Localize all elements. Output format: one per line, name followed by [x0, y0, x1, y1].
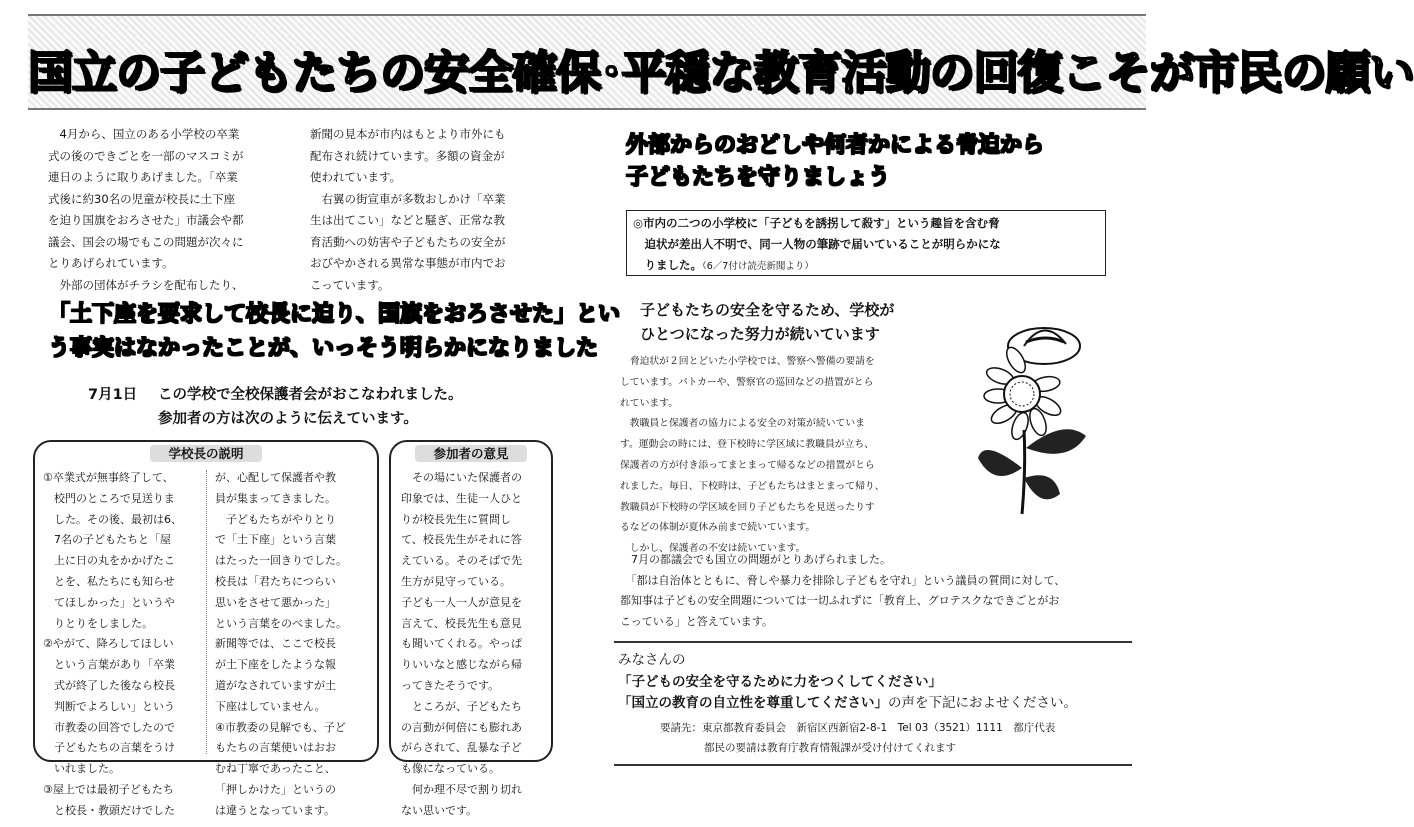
principal-explanation-box — [33, 440, 379, 817]
text-line: ①卒業式が無事終了して、 — [43, 471, 174, 484]
appeal-line: 「国立の教育の自立性を尊重してください」 — [618, 695, 888, 711]
text-line: 員が集まってきました。 — [215, 491, 336, 505]
text-line: という言葉があり「卒業 — [43, 658, 175, 672]
text-line: 外部の団体がチラシを配布したり、 — [59, 277, 244, 292]
text-line: が、心配して保護者や教 — [215, 471, 336, 484]
divider — [614, 764, 1132, 766]
text-line: 子どもたちがやりとり — [215, 512, 336, 526]
text-line: はたった一回きりでした。 — [215, 554, 347, 568]
text-line: 生は出てこい」などと騒ぎ、正常な教 — [310, 213, 506, 227]
text-line: れています。 — [620, 397, 678, 409]
text-line: 新聞等では、ここで校長 — [215, 637, 336, 651]
principal-column-1 — [43, 468, 203, 822]
text-line: ◎市内の二つの小学校に「子どもを誘拐して殺す」という趣旨を含む脅 — [633, 216, 1000, 230]
threat-notice-box — [626, 210, 1106, 276]
text-line: もたちの言葉使いはおお — [215, 741, 336, 755]
text-line: 何か理不尽で割り切れ — [412, 782, 522, 796]
text-line: 校門のところで見送りま — [43, 491, 175, 505]
meeting-notice — [88, 383, 463, 431]
text-line: 配布され続けています。多額の資金が — [310, 148, 505, 163]
text-line: 7月の都議会でも国立の問題がとりあげられました。 — [620, 553, 891, 566]
appeal-intro: みなさんの — [618, 652, 686, 668]
headline-line: 子どもたちを守りましょう — [626, 165, 891, 190]
intro-column-2 — [310, 124, 556, 296]
text-line: おびやかされる異常な事態が市内でお — [310, 256, 506, 270]
text-line: で「土下座」という言葉 — [215, 533, 336, 547]
text-line: 校長は「君たちにつらい — [215, 574, 336, 588]
text-line: 議会、国会の場でもこの問題が次々に — [48, 234, 244, 249]
text-line: えている。そのそばで先 — [401, 554, 522, 568]
headline-line: 「土下座を要求して校長に迫り、国旗をおろさせた」とい — [48, 302, 621, 327]
contact-info — [660, 718, 1055, 758]
text-line: むね丁寧であったこと、 — [215, 762, 336, 776]
text-line: 子どもたちの言葉をうけ — [43, 741, 175, 755]
text-line: 式の後のできごとを一部のマスコミが — [48, 148, 244, 163]
protect-children-headline — [626, 130, 1044, 194]
text-line: 新聞の見本が市内はもとより市外にも — [310, 127, 506, 141]
text-line: 「押しかけた」というの — [215, 782, 336, 796]
text-line: ない思いです。 — [401, 803, 478, 817]
text-line: 迫状が差出人不明で、同一人物の筆跡で届いていることが明らかにな — [633, 237, 1001, 251]
text-line: 下座はしていません。 — [215, 699, 326, 713]
text-line: て、校長先生がそれに答 — [401, 533, 522, 547]
subhead-line: ひとつになった努力が続いています — [640, 325, 880, 343]
text-line: の言動が何倍にも膨れあ — [401, 720, 522, 734]
text-line: りました。 — [633, 258, 702, 272]
text-line: を迫り国旗をおろさせた」市議会や都 — [48, 213, 244, 227]
text-line: が土下座をしたような報 — [215, 658, 336, 672]
text-line: 育活動への妨害や子どもたちの安全が — [310, 234, 506, 249]
notice-line: この学校で全校保護者会がおこなわれました。 — [158, 387, 463, 403]
safety-subheading — [640, 298, 894, 346]
meeting-date: 7月1日 — [88, 387, 138, 403]
text-line: ③屋上では最初子どもたち — [43, 782, 174, 796]
appeal-section — [618, 650, 1077, 715]
news-source: （6／7付け読売新聞より） — [702, 261, 814, 272]
text-line: こっています。 — [310, 277, 390, 292]
text-line: 教職員が下校時の学区域を回り子どもたちを見送ったりす — [620, 501, 875, 513]
fact-headline — [48, 298, 620, 366]
divider — [614, 641, 1132, 643]
text-line: という言葉をのべました。 — [215, 616, 347, 630]
text-line: した。その後、最初は6、 — [43, 512, 182, 526]
text-line: 7名の子どもたちと「屋 — [43, 533, 171, 547]
text-line: と校長・教頭だけでした — [43, 803, 175, 817]
headline-line: う事実はなかったことが、いっそう明らかになりました — [48, 336, 599, 361]
subhead-line: 子どもたちの安全を守るため、学校が — [640, 301, 895, 319]
appeal-line-rest: の声を下記におよせください。 — [888, 695, 1077, 711]
text-line: 式後に約30名の児童が校長に土下座 — [48, 191, 236, 206]
text-line: 右翼の街宣車が多数おしかけ「卒業 — [321, 191, 506, 206]
text-line: しています。パトカーや、警察官の巡回などの措置がとら — [620, 376, 874, 388]
text-line: も像になっている。 — [401, 762, 500, 776]
text-line: 保護者の方が付き添ってまとまって帰るなどの措置がとら — [620, 459, 875, 471]
text-line: 4月から、国立のある小学校の卒業 — [59, 127, 240, 141]
text-line: りいいなと感じながら帰 — [401, 658, 522, 672]
intro-column-1 — [48, 124, 288, 296]
column-divider — [206, 470, 207, 754]
text-line: 思いをさせて悪かった」 — [215, 595, 336, 609]
text-line: とりあげられています。 — [48, 256, 174, 270]
text-line: いれました。 — [43, 762, 120, 776]
assembly-discussion-text — [620, 550, 1120, 632]
page-title: 国立の子どもたちの安全確保･平穏な教育活動の回復こそが市民の願い — [28, 46, 1414, 99]
text-line: 使われています。 — [310, 170, 402, 184]
text-line: てほしかった」というや — [43, 595, 175, 609]
text-line: す。運動会の時には、登下校時に学区域に教職員が立ち、 — [620, 439, 874, 451]
flower-with-hat-illustration — [974, 318, 1104, 518]
text-line: は違うとなっています。 — [215, 803, 336, 817]
notice-line: 参加者の方は次のように伝えています。 — [158, 411, 418, 427]
text-line: とを、私たちにも知らせ — [43, 574, 175, 588]
title-banner — [28, 14, 1414, 110]
text-line: も聞いてくれる。やっぱ — [401, 637, 522, 651]
text-line: こっている」と答えています。 — [620, 614, 773, 628]
text-line: 判断でよろしい」という — [43, 699, 175, 713]
text-line: 子ども一人一人が意見を — [401, 595, 522, 609]
text-line: りとりをしました。 — [43, 616, 153, 630]
text-line: 都知事は子どもの安全問題については一切ふれずに「教育上、グロテスクなできごとがお — [620, 594, 1060, 607]
participant-opinion-box — [389, 440, 553, 817]
safety-measures-text — [620, 352, 950, 560]
headline-line: 外部からのおどしや何者かによる脅迫から — [626, 133, 1045, 158]
text-line: その場にいた保護者の — [412, 471, 522, 484]
box-title: 参加者の意見 — [415, 445, 526, 462]
text-line: ところが、子どもたち — [412, 699, 522, 713]
text-line: 脅迫状が２回とどいた小学校では、警察へ警備の要請を — [620, 356, 875, 367]
text-line: 式が終了した後なら校長 — [43, 678, 175, 692]
contact-line: 都民の要請は教育庁教育情報課が受け付けてくれます — [704, 742, 956, 754]
text-line: 道がなされていますが土 — [215, 678, 336, 692]
text-line: 連日のように取りあげました。「卒業 — [48, 170, 238, 184]
appeal-line: 「子どもの安全を守るために力をつくしてください」 — [618, 673, 942, 690]
text-line: 生方が見守っている。 — [401, 574, 511, 588]
text-line: るなどの体制が夏休み前まで続いています。 — [620, 522, 816, 534]
contact-line: 要請先：東京都教育委員会 新宿区西新宿2-8-1 Tel 03（3521）1111 都庁代表 — [660, 722, 1056, 734]
text-line: ④市教委の見解でも、子ど — [215, 720, 346, 734]
text-line: 市教委の回答でしたので — [43, 720, 175, 734]
text-line: れました。毎日、下校時は、子どもたちはまとまって帰り、 — [620, 480, 885, 492]
participant-column — [401, 468, 547, 822]
text-line: 上に日の丸をかかげたこ — [43, 554, 175, 568]
box-title: 学校長の説明 — [150, 445, 261, 462]
text-line: りが校長先生に質問し — [401, 512, 511, 526]
text-line: 教職員と保護者の協力による安全の対策が続いていま — [620, 418, 865, 430]
text-line: しかし、保護者の不安は続いています。 — [620, 543, 806, 555]
text-line: 言えて、校長先生も意見 — [401, 616, 522, 630]
text-line: 「都は自治体とともに、脅しや暴力を排除し子どもを守れ」という議員の質問に対して、 — [620, 573, 1066, 587]
text-line: ってきたそうです。 — [401, 678, 500, 692]
text-line: 印象では、生徒一人ひと — [401, 491, 522, 505]
text-line: ②やがて、降ろしてほしい — [43, 637, 174, 651]
text-line: がらされて、乱暴な子ど — [401, 741, 522, 755]
principal-column-2 — [215, 468, 371, 822]
